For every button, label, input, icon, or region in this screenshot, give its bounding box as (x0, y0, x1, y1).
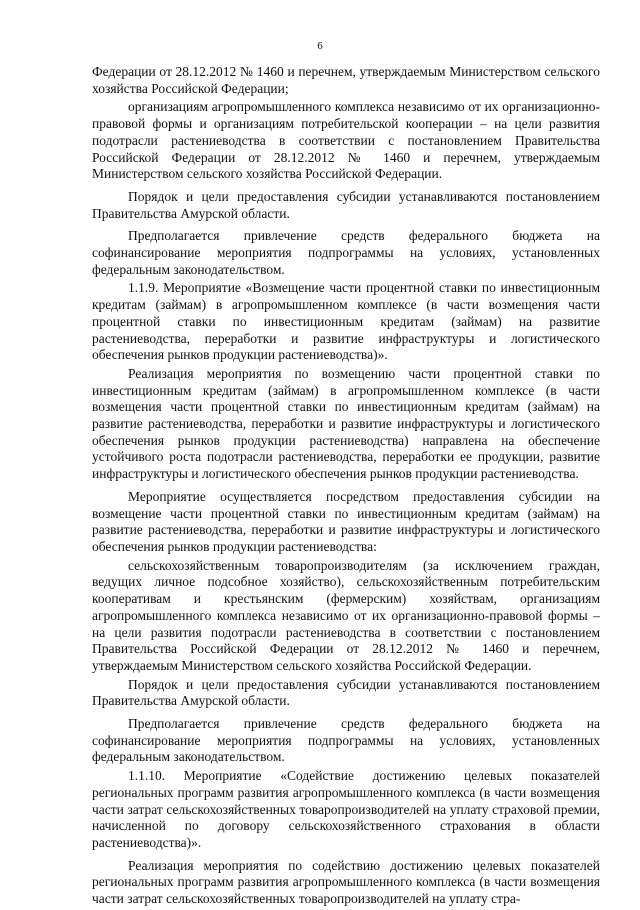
paragraph: Порядок и цели предоставления субсидии устанавливаются постановлением Правительства Амурской области. (92, 676, 600, 709)
paragraph: сельскохозяйственным товаропроизводителям (за исключением граждан, ведущих личное подсобное хозяйство), сельскохозяйственным потребительским кооперативам и крестьянским (фермерским) хозяйствам, организациям агропромышленного комплекса независимо от их организационно-правовой формы – на цели развития подотрасли растениеводства в соответствии с постановлением Правительства Российской Федерации от 28.12.2012 № 1460 и перечнем, утверждаемым Министерством сельского хозяйства Российской Федерации. (92, 557, 600, 673)
paragraph: Предполагается привлечение средств федерального бюджета на софинансирование мероприятия подпрограммы на условиях, установленных федеральным законодательством. (92, 716, 600, 765)
document-body (92, 64, 600, 910)
paragraph: Предполагается привлечение средств федерального бюджета на софинансирование мероприятия подпрограммы на условиях, установленных федеральным законодательством. (92, 228, 600, 277)
paragraph: Реализация мероприятия по возмещению части процентной ставки по инвестиционным кредитам (займам) в агропромышленном комплексе (в части возмещения части процентной ставки по инвестиционным кредитам (займам) на развитие растениеводства, переработки и развитие инфраструктуры и логистического обеспечения рынков продукции растениеводства) направлена на обеспечение устойчивого роста подотрасли растениеводства, переработки ее продукции, развитие инфраструктуры и логистического обеспечения рынков продукции растениеводства. (92, 365, 600, 482)
page-number: 6 (317, 40, 323, 52)
paragraph: Порядок и цели предоставления субсидии устанавливаются постановлением Правительства Амурской области. (92, 188, 600, 221)
paragraph: Реализация мероприятия по содействию достижению целевых показателей региональных программ развития агропромышленного комплекса (в части возмещения части затрат сельскохозяйственных товаропроизводителей на уплату стра- (92, 857, 600, 907)
paragraph: Федерации от 28.12.2012 № 1460 и перечнем, утверждаемым Министерством сельского хозяйства Российской Федерации; (92, 64, 600, 96)
paragraph: организациям агропромышленного комплекса независимо от их организационно-правовой формы и организациям потребительской кооперации – на цели развития подотрасли растениеводства в соответствии с постановлением Правительства Российской Федерации от 28.12.2012 № 1460 и перечнем, утверждаемым Министерством сельского хозяйства Российской Федерации. (92, 99, 600, 182)
paragraph: Мероприятие осуществляется посредством предоставления субсидии на возмещение части процентной ставки по инвестиционным кредитам (займам) на развитие растениеводства, переработки и развитие инфраструктуры и логистического обеспечения рынков продукции растениеводства: (92, 488, 600, 554)
paragraph: 1.1.10. Мероприятие «Содействие достижению целевых показателей региональных программ развития агропромышленного комплекса (в части возмещения части затрат сельскохозяйственных товаропроизводителей на уплату страховой премии, начисленной по договору сельскохозяйственного страхования в области растениеводства)». (92, 768, 600, 850)
paragraph: 1.1.9. Мероприятие «Возмещение части процентной ставки по инвестиционным кредитам (займам) в агропромышленном комплексе (в части возмещения части процентной ставки по инвестиционным кредитам (займам) на развитие растениеводства, переработки и развитие инфраструктуры и логистического обеспечения рынков продукции растениеводства)». (92, 280, 600, 363)
